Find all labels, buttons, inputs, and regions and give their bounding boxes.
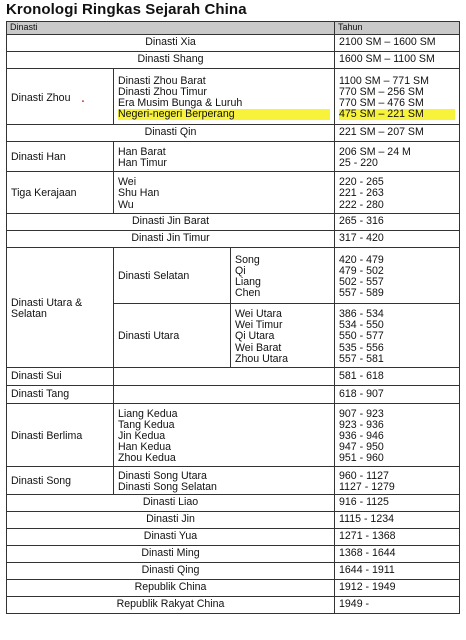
year-value: 923 - 936 [339,418,384,431]
empty-cell [114,386,335,404]
year-value: 557 - 581 [339,352,384,365]
dynasty-year: 317 - 420 [335,231,460,248]
dynasty-name: Dinasti Liao [7,495,335,512]
table-row [7,386,460,404]
sub-dynasty: Liang [235,276,261,288]
table-row [7,368,460,386]
year-list [335,248,460,304]
year-list [335,69,460,125]
dynasty-name: Republik China [7,580,335,597]
sub-dynasty-list [231,304,335,368]
header-dynasty: Dinasti [7,22,335,35]
year-value: 535 - 556 [339,341,384,354]
dynasty-name: Dinasti Jin Timur [7,231,335,248]
sub-dynasty-list [114,404,335,467]
year-value: 936 - 946 [339,429,384,442]
year-value: 420 - 479 [339,253,384,266]
sub-dynasty: Wei Utara [235,308,282,321]
sub-dynasty: Tang Kedua [118,418,175,431]
table-row [7,495,460,512]
dynasty-name-line: Selatan [11,308,47,320]
year-value: 770 SM – 256 SM [339,85,424,98]
dynasty-year: 265 - 316 [335,214,460,231]
sub-dynasty: Zhou Utara [235,352,288,365]
sub-dynasty-list [231,248,335,304]
table-row [7,214,460,231]
table-row [7,231,460,248]
dynasty-year: 1644 - 1911 [335,563,460,580]
table-row [7,125,460,142]
sub-dynasty-list [114,142,335,172]
dynasty-name: Tiga Kerajaan [7,172,114,214]
sub-dynasty: Shu Han [118,187,160,200]
table-row [7,563,460,580]
year-value: 25 - 220 [339,157,378,169]
sub-dynasty: Han Timur [118,157,167,169]
year-list [335,172,460,214]
table-row [7,69,460,125]
sub-dynasty: Dinasti Zhou Timur [118,85,207,98]
table-row [7,52,460,69]
table-row [7,467,460,495]
sub-dynasty: Song [235,253,260,266]
table-row [7,580,460,597]
year-value: 550 - 577 [339,330,384,343]
table-row [7,529,460,546]
sub-dynasty: Dinasti Song Selatan [118,481,217,493]
dynasty-name: Dinasti Shang [7,52,335,69]
dynasty-name: Dinasti Sui [7,368,114,386]
table-row [7,546,460,563]
header-year: Tahun [335,22,460,35]
dynasty-name: Dinasti Jin [7,512,335,529]
dynasty-name: Dinasti Qing [7,563,335,580]
sub-dynasty: Dinasti Song Utara [118,469,207,482]
table-row [7,248,460,304]
dynasty-name: Dinasti Han [7,142,114,172]
dynasty-year: 1600 SM – 1100 SM [335,52,460,69]
sub-dynasty: Qi [235,264,246,277]
sub-dynasty: Era Musim Bunga & Luruh [118,97,243,109]
dynasty-name: Dinasti Tang [7,386,114,404]
sub-dynasty: Liang Kedua [118,407,178,420]
dynasty-name: Dinasti Yua [7,529,335,546]
sub-dynasty: Dinasti Zhou Barat [118,74,206,87]
dynasty-year: 1949 - [335,597,460,614]
table-row [7,35,460,52]
year-value: 220 - 265 [339,176,384,189]
year-list [335,142,460,172]
year-value: 960 - 1127 [339,469,389,482]
sub-dynasty-list [114,172,335,214]
dynasty-name [7,69,114,125]
year-list [335,467,460,495]
year-value: 386 - 534 [339,308,384,321]
dynasty-name-line: Dinasti Utara & [11,296,83,309]
dynasty-year: 1115 - 1234 [335,512,460,529]
dynasty-year: 221 SM – 207 SM [335,125,460,142]
sub-dynasty: Chen [235,287,261,300]
sub-dynasty: Qi Utara [235,330,275,343]
sub-dynasty: Dinasti Utara [114,304,231,368]
sub-dynasty: Zhou Kedua [118,452,176,465]
dynasty-year: 1271 - 1368 [335,529,460,546]
highlighted-sub-dynasty: Negeri-negeri Berperang [118,109,330,120]
sub-dynasty: Han Barat [118,145,166,158]
year-list [335,404,460,467]
year-value: 479 - 502 [339,264,384,277]
sub-dynasty: Dinasti Selatan [114,248,231,304]
sub-dynasty: Wei Barat [235,341,282,354]
dynasty-year: 1912 - 1949 [335,580,460,597]
year-value: 221 - 263 [339,187,384,200]
dynasty-year: 581 - 618 [335,368,460,386]
table-row [7,512,460,529]
year-value: 907 - 923 [339,407,384,420]
dynasty-year: 2100 SM – 1600 SM [335,35,460,52]
year-value: 951 - 960 [339,452,384,465]
table-header-row [7,22,460,35]
table-row [7,597,460,614]
empty-cell [114,368,335,386]
sub-dynasty-list [114,69,335,125]
chronology-table [6,21,460,614]
table-row [7,142,460,172]
year-value: 222 - 280 [339,198,384,211]
dynasty-name: Republik Rakyat China [7,597,335,614]
dynasty-name: Dinasti Jin Barat [7,214,335,231]
dynasty-name: Dinasti Xia [7,35,335,52]
dynasty-name: Dinasti Qin [7,125,335,142]
year-value: 534 - 550 [339,319,384,332]
year-value: 770 SM – 476 SM [339,97,424,109]
dynasty-name: Dinasti Song [7,467,114,495]
sub-dynasty: Wu [118,198,134,211]
year-value: 206 SM – 24 M [339,145,411,158]
table-row [7,404,460,467]
year-value: 502 - 557 [339,276,384,288]
year-value: 557 - 589 [339,287,384,300]
dynasty-name: Dinasti Berlima [7,404,114,467]
table-row [7,172,460,214]
dynasty-zhou-label: Dinasti Zhou [11,91,71,104]
sub-dynasty: Wei Timur [235,319,283,332]
year-value: 1127 - 1279 [339,481,395,493]
sub-dynasty: Han Kedua [118,441,172,454]
year-value: 947 - 950 [339,441,384,454]
red-dot-mark: · [81,95,85,108]
highlighted-year-value: 475 SM – 221 SM [339,109,455,120]
dynasty-year: 916 - 1125 [335,495,460,512]
dynasty-year: 618 - 907 [335,386,460,404]
sub-dynasty-list [114,467,335,495]
page-title: Kronologi Ringkas Sejarah China [6,1,247,18]
year-value: 1100 SM – 771 SM [339,74,429,87]
dynasty-name: Dinasti Ming [7,546,335,563]
dynasty-year: 1368 - 1644 [335,546,460,563]
dynasty-name [7,248,114,368]
sub-dynasty: Wei [118,176,137,189]
year-list [335,304,460,368]
sub-dynasty: Jin Kedua [118,429,166,442]
